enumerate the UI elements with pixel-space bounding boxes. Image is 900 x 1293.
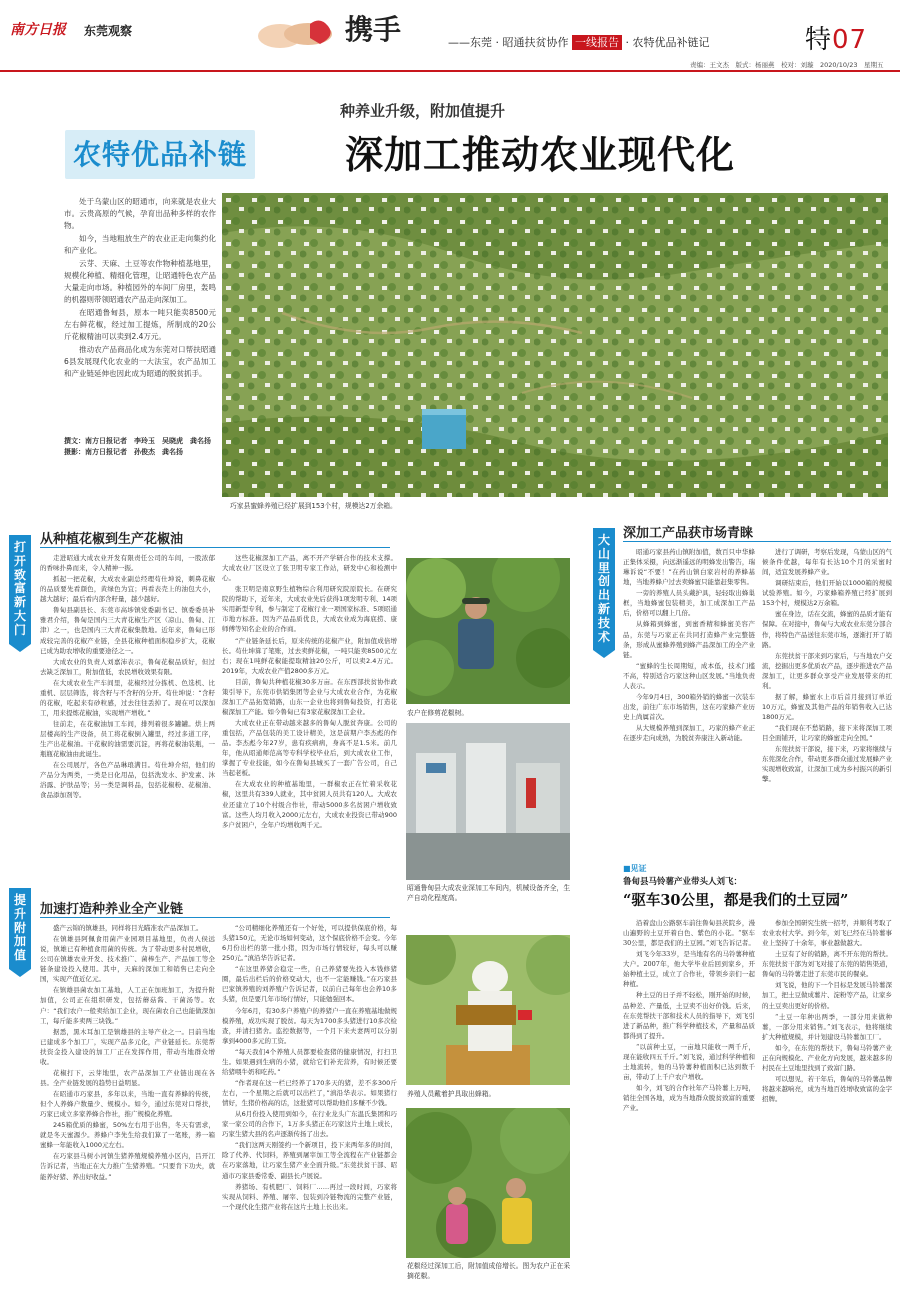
body-para: 一旁的养殖人员头戴护具，轻轻取出蜂巢框，当地蜂蜜包装精美，加工成深加工产品后，价格可以翻上几倍。 (623, 589, 755, 618)
body-para: 在巧家县马树小河镇生猪养殖规模养殖小区内，吕开江告诉记者，当地正在大力推广生猪养殖。“只要肯下功夫，就能养好猪、养出好收益。” (40, 1152, 215, 1181)
photo-caption-1: 农户在修剪花椒树。 (407, 709, 469, 717)
badge-char: 加 (13, 934, 26, 949)
badge-arrow (9, 644, 31, 652)
badge-new-tech (593, 528, 615, 650)
badge-char: 打 (13, 540, 26, 554)
badge-char: 山 (597, 546, 610, 561)
body-para: 据了解，蜂蜜水上市后首月接到订单近10万元，蜂蜜及其他产品的年销售收入已达1800万元。 (762, 692, 892, 721)
beehive-field-photo (222, 193, 888, 497)
lead-para: 处于乌蒙山区的昭通市，向来就是农业大市。云贵高原的气候，孕育出品种多样的农作物。 (64, 197, 216, 230)
body-para: 往前走，在花椒油加工车间，排列着很多罐罐。烘上两层楼高的生产设备，员工将花椒倒入罐里，经过多道工序，生产出花椒油。干花椒的油需要沉淀，再将花椒油装瓶，一瓶瓶花椒油由此诞生。 (40, 720, 215, 759)
body-para: 从大规模养殖到深加工，巧家的蜂产业正在逐步走向成熟，为脱贫奔康注入新动能。 (623, 724, 755, 743)
body-para: 如今，在东莞的帮扶下，鲁甸马铃薯产业正在向规模化、产业化方向发展，越来越多的村民在土豆地里找到了致富门路。 (762, 1043, 892, 1072)
xieshou-logo: 携手 (345, 13, 402, 46)
col5-bottom-text (762, 918, 892, 1285)
col1-bottom-text (40, 923, 215, 1285)
body-para: 参加全国研究生统一招考，并顺利考取了农业农村大学。到今年，刘飞已经在马铃薯事业上坚持了十余年，事业越做越大。 (762, 919, 892, 948)
lead-paragraphs (64, 196, 216, 426)
factory-workshop-photo (406, 723, 570, 880)
body-para: 今年9月4日，300箱外销的蜂蜜一次装车出发，前往广东市场销售，这在巧家蜂产业历史上尚属首次。 (623, 692, 755, 721)
body-para: 在公司展厅，各色产品琳琅满目。苟仕坤介绍，他们的产品分为两类，一类是日化用品，包括洗发水、护发素、沐浴露、护肤品等；另一类是调料品，包括花椒粉、花椒油、食品添加剂等。 (40, 761, 215, 800)
body-para: “土豆一年种出两季，一部分用来做种薯，一部分用来销售。”刘飞表示，他将继续扩大种植规模，并计划建设马铃薯加工厂。 (762, 1012, 892, 1041)
header-rule (0, 70, 900, 72)
badge-arrow (593, 650, 615, 658)
slogan-part-a: ——东莞 · 昭通扶贫协作 (448, 36, 569, 49)
body-para: 在镇雄县菌农加工基地，人工正在加班加工，为提升附加值，公司正在组织研发，包括蘑菇酱、干菌汤等。农户：“我们农户一般卖给加工企业，现在菌农自己也能做深加工，每斤能多卖两三块钱。” (40, 986, 215, 1025)
body-para: 据悉，黑木耳加工是镇雄县的主导产业之一。目前当地已建成多个加工厂，实现产品多元化，产业链延长。东莞帮扶资金投入建设的加工厂正在发挥作用，带动当地群众增收。 (40, 1027, 215, 1066)
body-para: 从6月份投入使用到如今，在行业龙头广东温氏集团和巧家一家公司的合作下，1万多头猪正在巧家这片土地上成长，巧家生猪大县的名声逐渐传扬了出去。 (222, 1110, 397, 1139)
badge-char: 里 (597, 560, 610, 575)
body-para: 走进昭通大成农业开发有限责任公司的车间，一股浓郁的香味扑鼻而来，令人精神一振。 (40, 554, 215, 573)
byline-writers: 撰文：南方日报记者 李玲玉 吴晓虎 龚名扬 (64, 437, 211, 445)
body-para: 抓起一把花椒，大成农业副总经理苟仕坤说，刺鼻花椒的品质要先看颜色，黄绿色为宜；再看表壳上的油包大小，越大越好；最后看内部含籽量，越少越好。 (40, 575, 215, 604)
body-para: 土豆有了好的销路，离不开东莞的帮扶。东莞扶贫干部为刘飞对接了东莞的销售渠道，鲁甸的马铃薯走进了东莞市民的餐桌。 (762, 950, 892, 979)
body-para: 在大成农业的种植基地里，一群椒农正在忙着采收花椒，这里共有339人就业，其中贫困人员共有120人。大成农业还建立了10个村级合作社，带动5000多名贫困户增收致富。这些人均月收入2000元左右，大成农业投资已带动900多户贫困户，全年户均增收两千元。 (222, 780, 397, 829)
body-para: 种土豆的日子并不轻松，刚开始的时候，品种差、产量低，土豆卖不出好价钱。后来，在东莞帮扶干部和技术人员的指导下，刘飞引进了新品种，推广科学种植技术，产量和品质都得到了提升。 (623, 991, 755, 1040)
body-para: 大成农业的负责人刘嘉沛表示，鲁甸花椒品质好，但过去缺乏深加工，附加值低，农民增收效果有限。 (40, 657, 215, 676)
col4-top-text (623, 547, 755, 852)
body-para: 盛产云锦的镇雄县，同样将目光瞄准农产品深加工。 (53, 924, 203, 932)
badge-char: 出 (597, 588, 610, 603)
badge-char: 大 (597, 533, 610, 547)
section-title-market: 深加工产品获市场青睐 (623, 526, 754, 541)
body-para: “我们这两天刚签约一个新项目，投下来两年多的时间，除了代养、代饲料，养殖到屠宰加工等全流程在产业链都会在巧家落地，让巧家生猪产业全面升级。”东莞扶贫干部、昭通市巧家县委常委、副县长卢展说。 (222, 1141, 397, 1180)
badge-char: 新 (597, 601, 610, 616)
section-divider (623, 541, 891, 542)
headline-left: 农特优品补链 (65, 130, 255, 179)
badge-arrow (9, 969, 31, 977)
photo-caption-4: 花椒经过深加工后，附加值成倍增长。图为农户正在采摘花椒。 (407, 1262, 571, 1280)
body-para: 鲁甸县副县长、东莞市高埗镇党委副书记、镇委委员补雅君介绍，鲁甸是国内三大青花椒生产区（凉山、鲁甸、江津）之一，也是国内三大青花椒集散地。近年来，鲁甸已形成较完善的花椒产业链，全县花椒种植面积稳步扩大，花椒已成为助农增收的重要途径之一。 (40, 606, 215, 655)
page-number-value: 07 (832, 25, 868, 55)
headline-right: 深加工推动农业现代化 (345, 132, 736, 177)
lead-para: 在昭通鲁甸县，原本一吨只能卖8500元左右鲜花椒，经过加工提炼，所制成的20公斤花椒精油可以卖到2.4万元。 (64, 308, 216, 341)
body-para: “以前种土豆，一亩地只能收一两千斤，现在能收四五千斤。”刘飞说，通过科学种植和土地流转，他的马铃薯种植面积已达到数千亩，带动了上千户农户增收。 (623, 1042, 755, 1081)
pepper-harvest-photo (406, 1108, 570, 1258)
body-para: 在镇雄县阿佩食用菌产业园项目基地里，负责人侯远说，镇雄已有种植食用菌的传统。为了带动更多村民增收，公司在镇雄农业开发、技术推广、菌棒生产、产品加工等全链条建设投入使用。其中，天麻的深加工和销售已走向全国，实现产值近亿元。 (40, 935, 215, 984)
body-para: “蜜蜂的生长周期短，成本低，技术门槛不高，特别适合巧家这种山区发展。”当地负责人表示。 (623, 661, 755, 690)
body-para: 今年6月，有30多户养殖户的养猪户一直在养殖基地做规模养殖，成功实现了脱贫。每天为1700多头猪进行10多次检查，并清扫猪舍。监控数据等，一个月下来夫妻两可以分别拿到4000多元的工资。 (222, 1006, 397, 1045)
body-para: 这些花椒深加工产品，离不开产学研合作的技术支撑。大成农业厂区设立了张卫明专家工作站，研发中心和检测中心。 (222, 554, 397, 583)
handshake-icon (250, 14, 340, 52)
column-slogan (448, 34, 710, 51)
col4-bottom-text (623, 918, 755, 1285)
edition-label: 东莞观察 (84, 24, 133, 38)
badge-char: 新 (13, 595, 26, 610)
page-prefix: 特 (805, 25, 833, 55)
body-para: 进行了调研，考察后发现，乌蒙山区的气候条件优越，每年有长达10个月的采蜜时间，适宜发展养蜂产业。 (762, 548, 892, 577)
badge-char: 门 (13, 622, 26, 637)
byline (64, 436, 216, 458)
top-photo-caption: 巧家县蜜蜂养殖已经扩展到153个村，规模达2万余箱。 (230, 502, 397, 510)
body-para: “我们现在不愁销路，接下来将深加工项目全面铺开，让巧家的蜂蜜走向全国。” (762, 724, 892, 743)
col1-top-text (40, 553, 215, 893)
body-para: 在大成农业生产车间里，花椒经过分拣机、色选机、比重机、层层筛选，将含籽与不含籽的分开。苟仕坤说：“含籽的花椒，吃起来有砂粒感，过去往往丢掉了。现在可以深加工，用来提炼花椒油，实现增产增收。” (40, 678, 215, 717)
body-para: “公司精细化养殖还有一个好处，可以提供保底价格，每头猪150元，无论市场如何变动，这个保底价格不会变。今年6月份出栏的第一批小猪，因为市场行情较好，每头可以赚250元。”滇沿华告诉记者。 (222, 924, 397, 963)
body-para: 花椒打下，云芽地里，农产品深加工产业链出现在各县。全产业链发展的趋势日益明显。 (40, 1068, 215, 1087)
badge-char: 开 (13, 553, 26, 568)
pepper-farmer-photo (406, 558, 570, 704)
lead-para: 推动农产品商品化成为东莞对口帮扶昭通6县发展现代化农业的一大法宝，农产品加工和产业链延伸也因此成为昭通的脱贫抓手。 (64, 345, 216, 378)
body-para: 刘飞说，他的下一个目标是发展马铃薯深加工，把土豆做成薯片、淀粉等产品，让家乡的土豆卖出更好的价格。 (762, 981, 892, 1010)
body-para: 从蜂箱到蜂蜜，到蜜香精和蜂蜜美容产品，东莞与巧家正在共同打造蜂产业完整链条，形成从蜜蜂养殖到蜂产品深加工的全产业链。 (623, 620, 755, 659)
masthead (0, 0, 900, 69)
badge-char: 提 (13, 893, 26, 907)
badge-char: 富 (13, 581, 26, 596)
page-number (805, 20, 867, 60)
body-para: “在这里养猪会稳定一些，自己养猪要先投入本钱修猪圈，最后出栏后的价格变动大，也不一定能赚钱。”在巧家县巴家镇养殖的刘养殖户告诉记者，以前自己每年也会养10多头猪，但是要几年市场行情好，只能勉强回本。 (222, 965, 397, 1004)
body-para: 在昭通市巧家县，多年以来，当地一直有养蜂的传统，但个人养蜂户数量少、规模小。如今，通过东莞对口帮扶，巧家已成立多家养蜂合作社，推广规模化养殖。 (40, 1090, 215, 1119)
slogan-highlight: 一线报告 (572, 35, 622, 50)
badge-char: 技 (597, 615, 610, 630)
badge-char: 创 (597, 574, 610, 589)
body-para: 如今，刘飞的合作社年产马铃薯上万吨，销往全国各地，成为当地群众脱贫致富的重要产业。 (623, 1084, 755, 1113)
lead-para: 如今，当地粗放生产的农业正走向集约化和产业化。 (64, 234, 216, 255)
badge-char: 术 (597, 629, 610, 644)
body-para: 245箱优质的蜂蜜，50%左右用于出售，冬天有需求，就是冬天蜜源少。养蜂户李先生给我们算了一笔账，养一箱蜜蜂一年能收入1000元左右。 (40, 1121, 215, 1150)
body-para: 蜜在身边，话在交流，蜂蜜的品质才能有保障。在对接中，鲁甸与大成农业东莞分部合作，将特色产品送往东莞市场，逐渐打开了销路。 (762, 610, 892, 649)
badge-char: 值 (13, 948, 26, 963)
lead-para: 云芽、天麻、土豆等农作物种植基地里，规模化种植、精细化管理，让昭通特色农产品大量走向市场。种植园外的车间厂房里，轰鸣的机器则带领昭通农产品走向深加工。 (64, 259, 216, 304)
body-para: 东莞扶贫干部来到巧家后，与当地农户交流，挖掘出更多优质农产品，逐步推进农产品深加工，让更多群众享受产业发展带来的红利。 (762, 651, 892, 690)
sub-headline: 种养业升级，附加值提升 (340, 102, 506, 120)
body-para: “作者现在这一栏已经养了170多天的猪，差不多300斤左右，一个星期之后就可以出栏了，”滇沿华表示。如果猪行情好，生猪价格高的话，这批猪可以帮助他们多赚不少钱。 (222, 1078, 397, 1108)
col2-bottom-text (222, 923, 397, 1285)
slogan-part-c: · 农特优品补链记 (625, 36, 710, 49)
body-para: 大成农业正在带动越来越多的鲁甸人脱贫奔康。公司的重包括，产品包装的美工设计精美，这是前期户李杰彪的作品。李杰彪今年27岁，患有疾病病，身高不足1.5米。前几年，他从昭通师范高等专科学校毕业后，到大成农业工作，掌握了专业技能，如今在鲁甸县城买了一套广告公司，自己当起老板。 (222, 719, 397, 778)
body-para: 东莞扶贫干部说，接下来，巧家将继续与东莞深化合作，带动更多群众通过发展蜂产业实现增收致富，让深加工成为乡村振兴的新引擎。 (762, 745, 892, 784)
witness-tag: ■见证 (623, 864, 647, 873)
body-para: 可以想见，若干年后，鲁甸的马铃薯品牌将越来越响亮，成为当地百姓增收致富的金字招牌。 (762, 1074, 892, 1104)
beekeeper-photo (406, 935, 570, 1085)
section-divider (40, 917, 390, 918)
editor-meta: 责编：王文杰 版式：杨丽燕 校对：刘璇 2020/10/23 星期五 (690, 61, 884, 69)
newspaper-logo: 南方日报 (10, 22, 66, 38)
section-title-pepper: 从种植花椒到生产花椒油 (40, 532, 184, 547)
body-para: 目前，鲁甸共种植花椒30多万亩。在东西部扶贫协作政策引导下，东莞市供销集团等企业与大成农业合作，为花椒深加工产品拓宽销路，山东一企业也将到鲁甸投资，打造花椒深加工产能。如今鲁甸已有3家花椒深加工企业。 (222, 677, 397, 716)
badge-char: 升 (13, 906, 26, 921)
body-para: 调研结束后，他们开始以1000箱的规模试验养殖。如今，巧家蜂箱养殖已经扩展到153个村，规模达2万余箱。 (762, 579, 892, 608)
body-para: “每天我们4个养殖人员都要检查猪的健康情况，打扫卫生。如果遇到生病的小猪，就给它们补充营养，有时候还要给猪喂牛奶和吃药。” (222, 1047, 397, 1076)
body-para: 养猪场、有机肥厂、饲料厂……再过一段时间，巧家将实现从饲料、养殖、屠宰、包装到冷链物流的完整产业链，一个现代化生猪产业将在这片土地上长出来。 (222, 1182, 397, 1211)
badge-char: 大 (13, 608, 26, 623)
col2-top-text (222, 553, 397, 893)
photo-caption-3: 养殖人员戴着护具取出蜂箱。 (407, 1090, 496, 1098)
col5-top-text (762, 547, 892, 852)
body-para: 昭通巧家县药山镇附加值，数百只中华蜂正集体采摄，向远渐遥远的明蜂发出警告，瑞琳诉说“不要！”在药山镇白家岩村的养蜂基地，当地养蜂户过去卖蜂蜜只能靠赶集零售。 (623, 548, 755, 587)
body-para: 张卫明是南京野生植物综合利用研究院原院长。在研究院的帮助下，近年来，大成农业先后获得1项发明专利、14项实用新型专利，参与制定了花椒行业一项国家标准、5项昭通市地方标准。因为产品品质优良，大成农业成为海底捞、康师傅等知名企业的合作商。 (222, 585, 397, 634)
body-para: 沿着盘山公路驱车前往鲁甸县茨院乡，漫山遍野的土豆开着白色、紫色的小花。“驱车30公里，都是我们的土豆园。”刘飞告诉记者。 (623, 919, 755, 948)
badge-open-new-door (9, 535, 31, 644)
byline-photographers: 摄影：南方日报记者 孙俊杰 龚名扬 (64, 447, 183, 456)
witness-subtitle: 鲁甸县马铃薯产业带头人刘飞： (623, 877, 743, 887)
body-para: “产业链条延长后，原来传统的花椒产业，附加值成倍增长。苟仕坤算了笔账，过去卖鲜花椒，一吨只能卖8500元左右；现在1吨鲜花椒能提取精油20公斤，可以卖2.4万元。2019年，大成农业产值2800多万元。 (222, 636, 397, 675)
badge-char: 致 (13, 567, 26, 582)
section-divider (40, 547, 390, 548)
badge-char: 附 (13, 920, 26, 935)
witness-title: “驱车30公里，都是我们的土豆园” (623, 892, 849, 909)
section-title-industry: 加速打造种养业全产业链 (40, 902, 184, 917)
body-para: 刘飞今年33岁，是当地有名的马铃薯种植大户。2007年，他大学毕业后回到家乡，开始种植土豆，成立了合作社，带领乡亲们一起种植。 (623, 950, 755, 989)
photo-caption-2: 昭通鲁甸县大成农业深加工车间内，机械设备齐全，生产自动化程度高。 (407, 884, 571, 902)
badge-raise-value (9, 888, 31, 969)
